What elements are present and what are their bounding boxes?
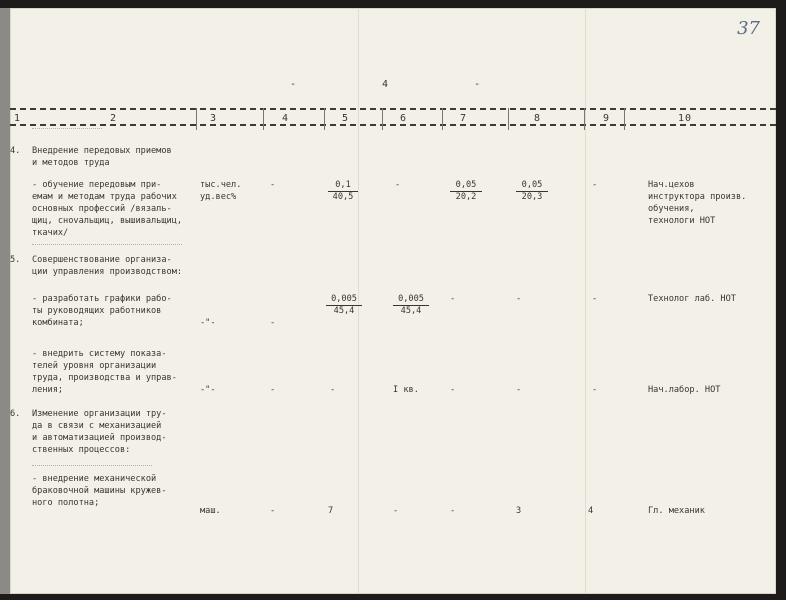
responsible-cell: Нач.лабор. НОТ [648, 385, 721, 395]
item-description: - внедрить систему показа- телей уровня организации труда, производства и управ- ления; [32, 349, 177, 395]
column-number-1: 1 [14, 113, 22, 124]
column-divider [442, 108, 443, 130]
cell-col5: - [330, 385, 336, 395]
handwritten-page-number: 37 [737, 18, 760, 39]
cell-col8: - [516, 385, 522, 395]
section-title: Внедрение передовых приемов и методов труда [32, 146, 172, 168]
section-number: 5. [10, 255, 21, 265]
table-header-rule-top [10, 108, 776, 110]
cell-col6: I кв. [393, 385, 419, 395]
cell-col7: - [450, 385, 456, 395]
responsible-cell: Технолог лаб. НОТ [648, 294, 736, 304]
column-divider [584, 108, 585, 130]
item-description: - разработать графики рабо- ты руководящих работников комбината; [32, 294, 172, 328]
unit-cell: -"- [200, 385, 216, 395]
dotted-rule [32, 465, 152, 466]
value-top: 0,005 [326, 294, 362, 306]
column-divider [263, 108, 264, 130]
section-number: 6. [10, 409, 21, 419]
column-number-8: 8 [534, 113, 542, 124]
value-top: 0,05 [516, 180, 548, 192]
section-number: 4. [10, 146, 21, 156]
cell-col4: - [270, 318, 276, 328]
item-description: - внедрение механической браковочной машины кружев- ного полотна; [32, 474, 167, 508]
responsible-cell: Гл. механик [648, 506, 705, 516]
column-number-3: 3 [210, 113, 218, 124]
cell-col4: - [270, 180, 276, 190]
cell-col7 [450, 180, 482, 203]
cell-col5 [326, 294, 362, 317]
column-number-5: 5 [342, 113, 350, 124]
item-description: - обучение передовым при- емам и методам труда рабочих основных профессий /вязаль- щиц, снovальщиц, вышивальщиц, ткачих/ [32, 180, 183, 238]
dotted-rule [32, 244, 182, 245]
column-divider [624, 108, 625, 130]
unit-cell: маш. [200, 506, 221, 516]
unit-cell: -"- [200, 318, 216, 328]
column-divider [382, 108, 383, 130]
cell-col8 [516, 180, 548, 203]
column-number-10: 10 [678, 113, 693, 124]
value-top: 0,05 [450, 180, 482, 192]
column-number-4: 4 [282, 113, 290, 124]
section-title: Совершенствование организа- ции управления производством: [32, 255, 183, 277]
scanner-edge [0, 8, 10, 594]
table-header-rule-bottom [10, 124, 776, 126]
column-number-2: 2 [110, 113, 118, 124]
document-page [10, 8, 776, 594]
column-divider [324, 108, 325, 130]
cell-col5 [328, 180, 358, 203]
cell-col5: 7 [328, 506, 334, 516]
cell-col6: - [393, 506, 399, 516]
cell-col7: - [450, 294, 456, 304]
cell-col6: - [395, 180, 401, 190]
value-bottom: 20,3 [521, 192, 543, 202]
cell-col9: - [592, 385, 598, 395]
dotted-rule [32, 128, 102, 129]
cell-col9: - [592, 180, 598, 190]
cell-col9: - [592, 294, 598, 304]
cell-col4: - [270, 506, 276, 516]
cell-col8: - [516, 294, 522, 304]
value-top: 0,1 [328, 180, 358, 192]
value-bottom: 45,4 [400, 306, 422, 316]
value-bottom: 45,4 [333, 306, 355, 316]
cell-col8: 3 [516, 506, 522, 516]
responsible-cell: Нач.цехов инструктора произв. обучения, технологи НОТ [648, 180, 747, 226]
cell-col4: - [270, 385, 276, 395]
value-bottom: 20,2 [455, 192, 477, 202]
unit-cell: тыс.чел. уд.вес% [200, 180, 242, 202]
column-number-9: 9 [603, 113, 611, 124]
fold-line [585, 8, 586, 594]
column-number-6: 6 [400, 113, 408, 124]
column-number-7: 7 [460, 113, 468, 124]
value-bottom: 40,5 [332, 192, 354, 202]
column-divider [508, 108, 509, 130]
section-title: Изменение организации тру- да в связи с механизацией и автоматизацией производ- ственных процессов: [32, 409, 167, 455]
cell-col9: 4 [588, 506, 594, 516]
value-top: 0,005 [393, 294, 429, 306]
column-divider [196, 108, 197, 130]
cell-col6 [393, 294, 429, 317]
header-page-number: - 4 - [290, 79, 521, 90]
cell-col7: - [450, 506, 456, 516]
